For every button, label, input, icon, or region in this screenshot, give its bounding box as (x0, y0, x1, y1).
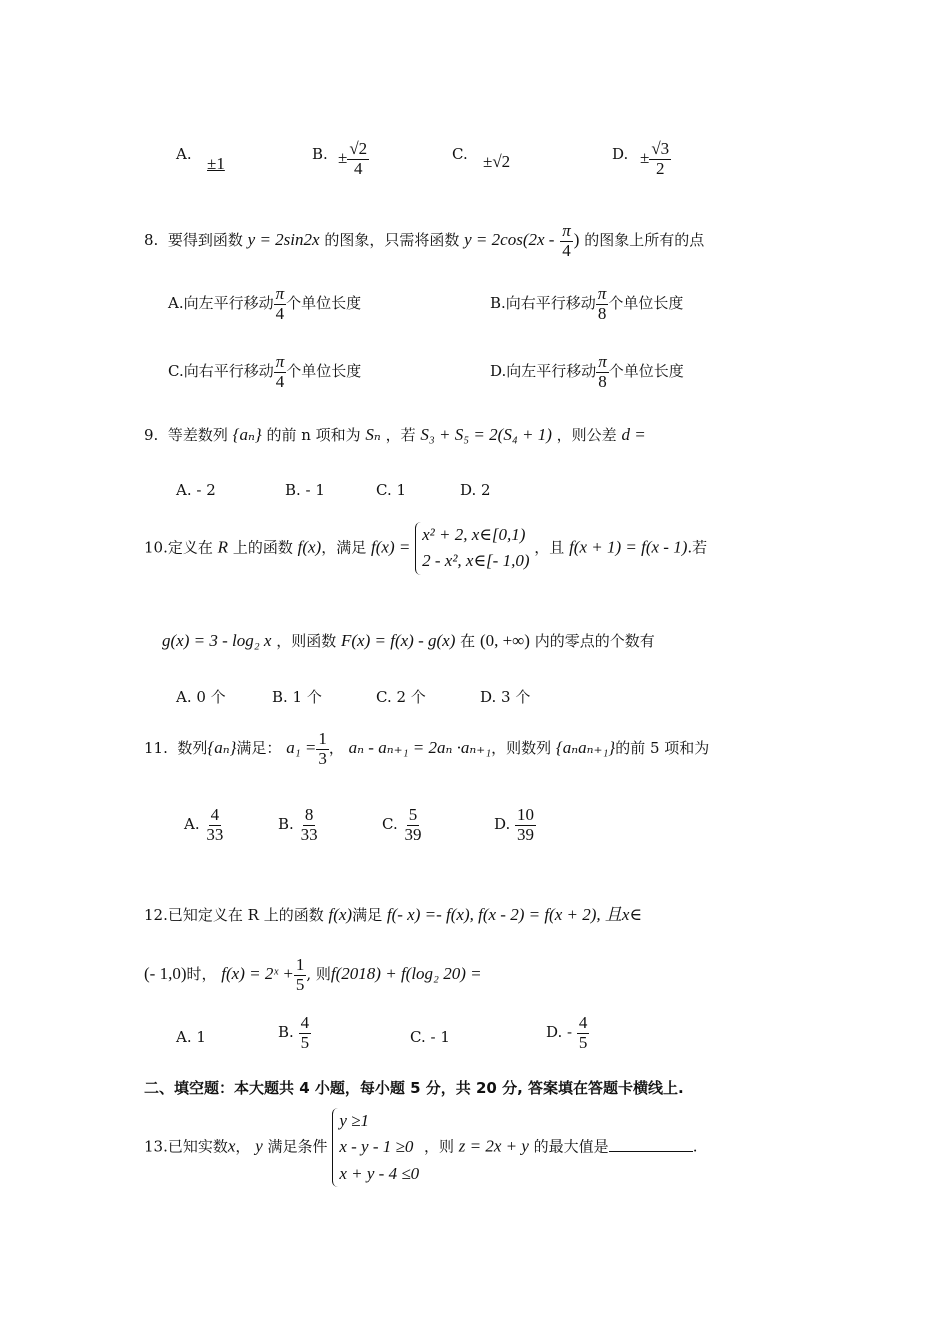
q12-option-a[interactable]: A. 1 (176, 1028, 206, 1046)
q8-option-c[interactable]: C.向右平行移动 $\frac{\pi}{4}$ 个单位长度 (168, 352, 362, 391)
q11-option-c[interactable]: C. $\frac{5}{39}$ (382, 805, 422, 844)
q12-stem-line1: 12.已知定义在 R 上的函数 f(x)满足 f(- x) =- f(x), f(x - 2) = f(x + 2), 且x∈ (144, 905, 643, 924)
q12-stem-line2: (- 1,0)时， f(x) = 2ˣ + $\frac{1}{5}$ , 则f(2018) + f(log₂ 20) = (144, 955, 482, 994)
q9-option-d[interactable]: D. 2 (460, 481, 491, 499)
q13-answer-blank[interactable] (609, 1137, 693, 1152)
q12-option-c[interactable]: C. - 1 (410, 1028, 450, 1046)
q12-option-d[interactable]: D. - $\frac{4}{5}$ (546, 1013, 588, 1052)
q8-option-d[interactable]: D.向左平行移动 $\frac{\pi}{8}$ 个单位长度 (490, 352, 684, 391)
q7-option-c-value[interactable]: ±√2 (483, 152, 511, 171)
q8-formula-2: y = 2cos(2x - (464, 230, 555, 250)
q7-option-b-value[interactable]: ± $\frac{√2}{4}$ (338, 139, 368, 178)
q13-stem: 13.已知实数x， y 满足条件 y ≥1 x - y - 1 ≥0 x + y - 4 ≤0 ，则 z = 2x + y 的最大值是 . (144, 1108, 697, 1187)
q11-option-a[interactable]: A. $\frac{4}{33}$ (184, 805, 224, 844)
q10-stem-line2: g(x) = 3 - log₂ x ，则函数 F(x) = f(x) - g(x) 在 (0, +∞) 内的零点的个数有 (162, 631, 655, 650)
q10-piecewise: x² + 2, x∈[0,1) 2 - x², x∈[- 1,0) (415, 522, 529, 575)
q9-option-b[interactable]: B. - 1 (285, 481, 325, 499)
q7-option-a-value[interactable]: ±1 (207, 154, 225, 173)
q8-option-a[interactable]: A.向左平行移动 $\frac{\pi}{4}$ 个单位长度 (168, 284, 362, 323)
q7-option-d-label: D. (612, 145, 629, 163)
q11-stem: 11. 数列{aₙ}满足： a₁ = $\frac{1}{3}$ ， aₙ - aₙ₊₁ = 2aₙ ·aₙ₊₁，则数列 {aₙaₙ₊₁}的前 5 项和为 (144, 729, 710, 768)
q9-stem: 9. 等差数列 {aₙ} 的前 n 项和为 Sₙ ，若 S₃ + S₅ = 2(S₄ + 1) ，则公差 d = (144, 425, 646, 444)
q11-option-b[interactable]: B. $\frac{8}{33}$ (278, 805, 318, 844)
q7-option-d-value[interactable]: ± $\frac{√3}{2}$ (640, 139, 670, 178)
section-heading-fill-in: 二、填空题：本大题共 4 小题，每小题 5 分，共 20 分, 答案填在答题卡横线上. (144, 1079, 684, 1097)
q7-option-c-label: C. (452, 145, 468, 163)
q10-option-b[interactable]: B. 1 个 (272, 688, 322, 706)
q10-option-c[interactable]: C. 2 个 (376, 688, 426, 706)
q10-option-d[interactable]: D. 3 个 (480, 688, 531, 706)
q8-option-b[interactable]: B.向右平行移动 $\frac{\pi}{8}$ 个单位长度 (490, 284, 684, 323)
q7-option-a-label: A. (176, 145, 192, 163)
q10-option-a[interactable]: A. 0 个 (176, 688, 226, 706)
q9-option-c[interactable]: C. 1 (376, 481, 407, 499)
q12-option-b[interactable]: B. $\frac{4}{5}$ (278, 1013, 310, 1052)
q10-stem-line1: 10.定义在 R 上的函数 f(x)，满足 f(x) = x² + 2, x∈[0,1) 2 - x², x∈[- 1,0) ，且 f(x + 1) = f(x - 1).若 (144, 522, 707, 575)
q8-stem: 8. 要得到函数 y = 2sin2x 的图象，只需将函数 y = 2cos(2x - $\frac{\pi}{4}$ ) 的图象上所有的点 (144, 221, 705, 260)
q8-formula-1: y = 2sin2x (247, 230, 320, 250)
q11-option-d[interactable]: D. $\frac{10}{39}$ (494, 805, 535, 844)
q13-constraints: y ≥1 x - y - 1 ≥0 x + y - 4 ≤0 (332, 1108, 419, 1187)
q7-option-b-label: B. (312, 145, 328, 163)
q9-option-a[interactable]: A. - 2 (176, 481, 216, 499)
